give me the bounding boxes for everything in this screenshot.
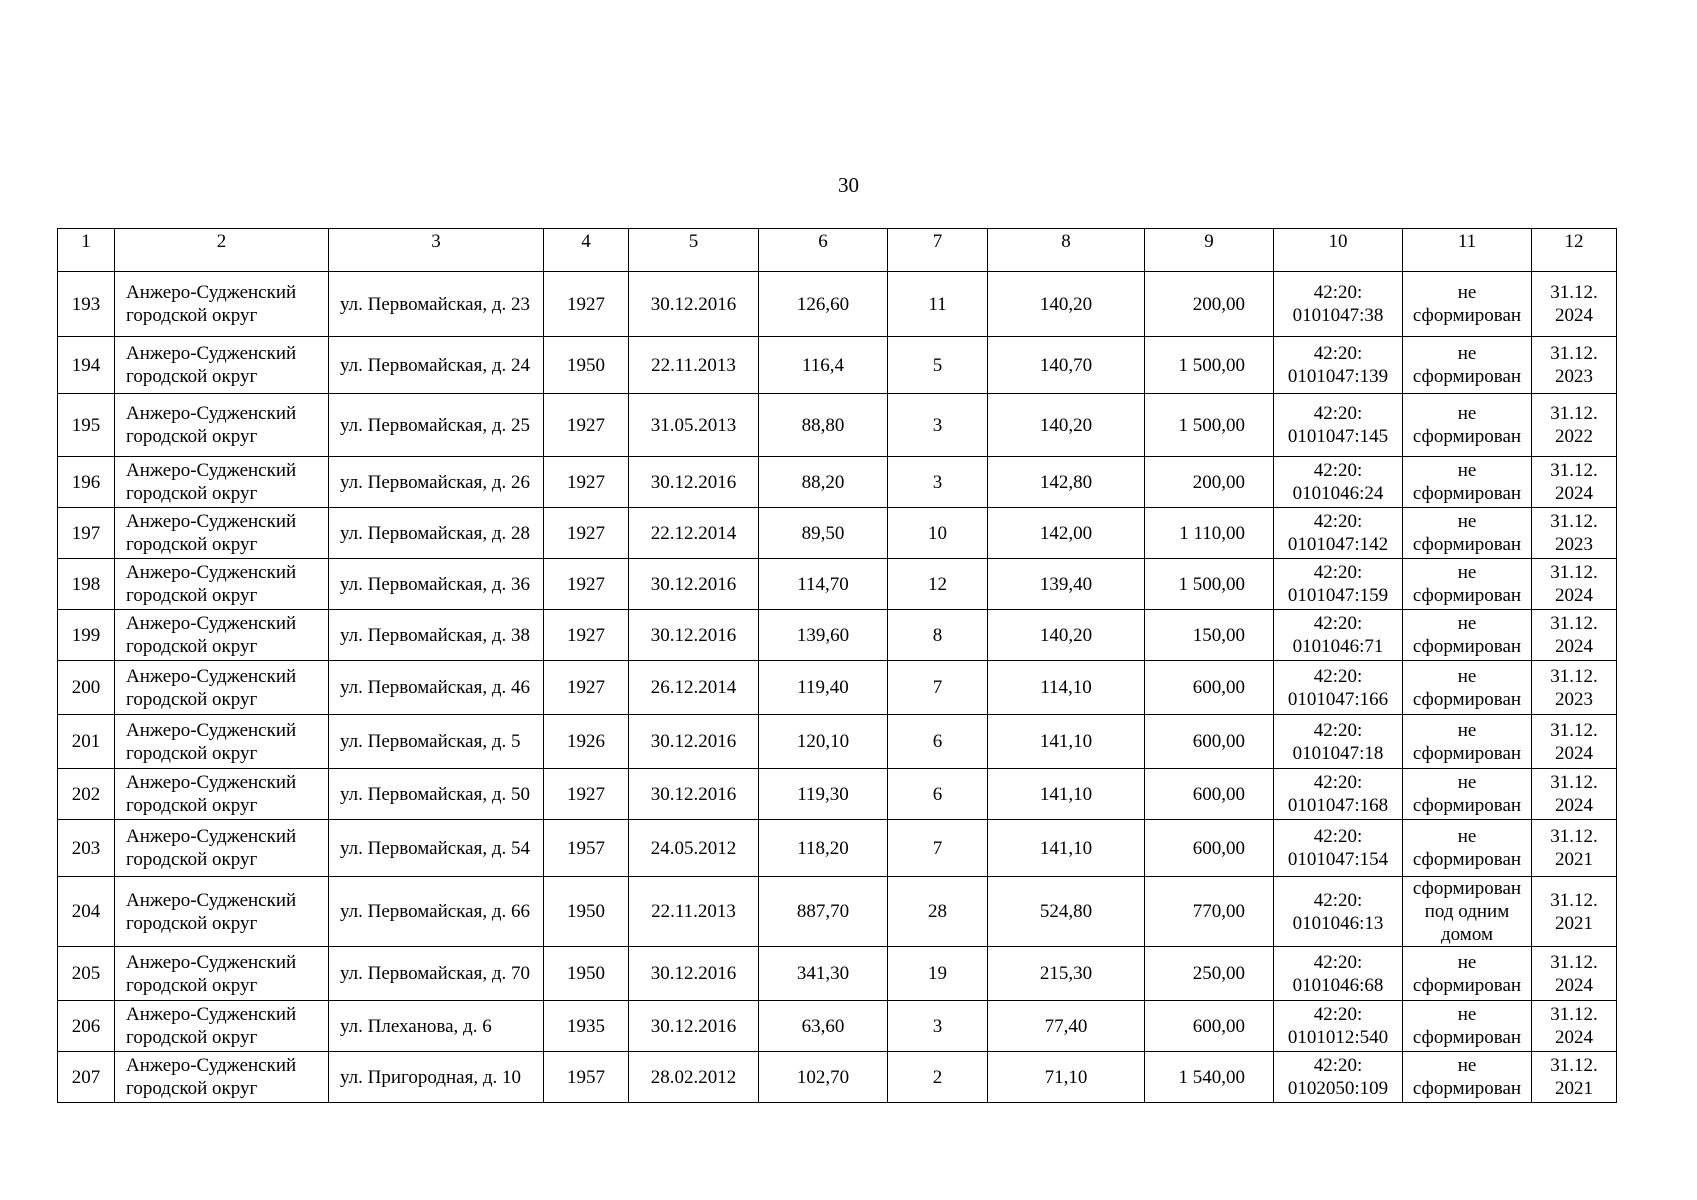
date-cell: 31.05.2013 <box>629 394 759 457</box>
cost-cell: 77,40 <box>988 1001 1145 1052</box>
row-number-cell: 196 <box>58 457 115 508</box>
column-number: 2 <box>115 229 329 272</box>
cadastral-number-cell: 42:20: 0101047:145 <box>1274 394 1403 457</box>
table-row <box>58 715 1617 769</box>
cadastral-number-cell: 42:20: 0101047:168 <box>1274 769 1403 820</box>
area-cell: 120,10 <box>759 715 888 769</box>
municipality-cell: Анжеро-Судженский городской округ <box>115 715 329 769</box>
row-number-cell: 202 <box>58 769 115 820</box>
column-number: 6 <box>759 229 888 272</box>
row-number-cell: 201 <box>58 715 115 769</box>
row-number-cell: 195 <box>58 394 115 457</box>
cost-cell: 139,40 <box>988 559 1145 610</box>
municipality-cell: Анжеро-Судженский городской округ <box>115 769 329 820</box>
area-cell: 114,70 <box>759 559 888 610</box>
land-status-cell: не сформирован <box>1403 947 1532 1001</box>
area-cell: 89,50 <box>759 508 888 559</box>
land-area-cell: 600,00 <box>1145 769 1274 820</box>
deadline-cell: 31.12. 2024 <box>1532 947 1617 1001</box>
area-cell: 118,20 <box>759 820 888 877</box>
land-status-cell: не сформирован <box>1403 272 1532 337</box>
cost-cell: 142,00 <box>988 508 1145 559</box>
cost-cell: 141,10 <box>988 820 1145 877</box>
address-cell: ул. Первомайская, д. 50 <box>329 769 544 820</box>
column-number: 5 <box>629 229 759 272</box>
land-area-cell: 1 500,00 <box>1145 337 1274 394</box>
area-cell: 102,70 <box>759 1052 888 1103</box>
column-number: 7 <box>888 229 988 272</box>
year-built-cell: 1927 <box>544 769 629 820</box>
area-cell: 887,70 <box>759 877 888 947</box>
cost-cell: 142,80 <box>988 457 1145 508</box>
address-cell: ул. Первомайская, д. 23 <box>329 272 544 337</box>
residents-cell: 6 <box>888 769 988 820</box>
residents-cell: 19 <box>888 947 988 1001</box>
cost-cell: 140,20 <box>988 394 1145 457</box>
address-cell: ул. Первомайская, д. 46 <box>329 661 544 715</box>
year-built-cell: 1957 <box>544 820 629 877</box>
land-status-cell: сформирован под одним домом <box>1403 877 1532 947</box>
date-cell: 24.05.2012 <box>629 820 759 877</box>
row-number-cell: 198 <box>58 559 115 610</box>
cost-cell: 140,20 <box>988 272 1145 337</box>
residents-cell: 3 <box>888 457 988 508</box>
date-cell: 30.12.2016 <box>629 715 759 769</box>
residents-cell: 7 <box>888 820 988 877</box>
land-area-cell: 1 540,00 <box>1145 1052 1274 1103</box>
cadastral-number-cell: 42:20: 0101047:166 <box>1274 661 1403 715</box>
municipality-cell: Анжеро-Судженский городской округ <box>115 272 329 337</box>
cost-cell: 140,20 <box>988 610 1145 661</box>
land-status-cell: не сформирован <box>1403 337 1532 394</box>
row-number-cell: 206 <box>58 1001 115 1052</box>
page-number: 30 <box>838 173 859 197</box>
table-row <box>58 337 1617 394</box>
table-row <box>58 559 1617 610</box>
land-status-cell: не сформирован <box>1403 1052 1532 1103</box>
municipality-cell: Анжеро-Судженский городской округ <box>115 457 329 508</box>
column-number: 11 <box>1403 229 1532 272</box>
cadastral-number-cell: 42:20: 0101046:68 <box>1274 947 1403 1001</box>
deadline-cell: 31.12. 2024 <box>1532 769 1617 820</box>
year-built-cell: 1950 <box>544 947 629 1001</box>
deadline-cell: 31.12. 2024 <box>1532 457 1617 508</box>
year-built-cell: 1927 <box>544 559 629 610</box>
cadastral-number-cell: 42:20: 0101047:159 <box>1274 559 1403 610</box>
land-status-cell: не сформирован <box>1403 769 1532 820</box>
row-number-cell: 199 <box>58 610 115 661</box>
cadastral-number-cell: 42:20: 0101046:71 <box>1274 610 1403 661</box>
date-cell: 30.12.2016 <box>629 610 759 661</box>
land-status-cell: не сформирован <box>1403 661 1532 715</box>
land-area-cell: 770,00 <box>1145 877 1274 947</box>
land-area-cell: 200,00 <box>1145 457 1274 508</box>
cadastral-number-cell: 42:20: 0101047:38 <box>1274 272 1403 337</box>
year-built-cell: 1927 <box>544 661 629 715</box>
table-row <box>58 661 1617 715</box>
address-cell: ул. Первомайская, д. 66 <box>329 877 544 947</box>
row-number-cell: 200 <box>58 661 115 715</box>
cost-cell: 71,10 <box>988 1052 1145 1103</box>
cost-cell: 141,10 <box>988 769 1145 820</box>
table-row <box>58 457 1617 508</box>
cadastral-number-cell: 42:20: 0101046:24 <box>1274 457 1403 508</box>
land-area-cell: 600,00 <box>1145 715 1274 769</box>
row-number-cell: 204 <box>58 877 115 947</box>
year-built-cell: 1927 <box>544 610 629 661</box>
area-cell: 88,80 <box>759 394 888 457</box>
cadastral-number-cell: 42:20: 0102050:109 <box>1274 1052 1403 1103</box>
date-cell: 30.12.2016 <box>629 559 759 610</box>
year-built-cell: 1926 <box>544 715 629 769</box>
year-built-cell: 1927 <box>544 272 629 337</box>
area-cell: 63,60 <box>759 1001 888 1052</box>
table-row <box>58 610 1617 661</box>
residents-cell: 10 <box>888 508 988 559</box>
land-status-cell: не сформирован <box>1403 508 1532 559</box>
land-area-cell: 1 110,00 <box>1145 508 1274 559</box>
row-number-cell: 193 <box>58 272 115 337</box>
date-cell: 30.12.2016 <box>629 457 759 508</box>
residents-cell: 28 <box>888 877 988 947</box>
municipality-cell: Анжеро-Судженский городской округ <box>115 947 329 1001</box>
column-number: 12 <box>1532 229 1617 272</box>
row-number-cell: 205 <box>58 947 115 1001</box>
deadline-cell: 31.12. 2024 <box>1532 1001 1617 1052</box>
table-row <box>58 820 1617 877</box>
column-number: 1 <box>58 229 115 272</box>
row-number-cell: 203 <box>58 820 115 877</box>
address-cell: ул. Первомайская, д. 70 <box>329 947 544 1001</box>
date-cell: 30.12.2016 <box>629 1001 759 1052</box>
area-cell: 119,40 <box>759 661 888 715</box>
year-built-cell: 1950 <box>544 337 629 394</box>
land-area-cell: 600,00 <box>1145 820 1274 877</box>
land-area-cell: 250,00 <box>1145 947 1274 1001</box>
land-status-cell: не сформирован <box>1403 394 1532 457</box>
date-cell: 22.11.2013 <box>629 877 759 947</box>
area-cell: 116,4 <box>759 337 888 394</box>
deadline-cell: 31.12. 2024 <box>1532 715 1617 769</box>
land-area-cell: 600,00 <box>1145 1001 1274 1052</box>
residents-cell: 11 <box>888 272 988 337</box>
municipality-cell: Анжеро-Судженский городской округ <box>115 394 329 457</box>
municipality-cell: Анжеро-Судженский городской округ <box>115 508 329 559</box>
land-status-cell: не сформирован <box>1403 1001 1532 1052</box>
municipality-cell: Анжеро-Судженский городской округ <box>115 1001 329 1052</box>
column-number: 10 <box>1274 229 1403 272</box>
deadline-cell: 31.12. 2023 <box>1532 337 1617 394</box>
date-cell: 22.11.2013 <box>629 337 759 394</box>
municipality-cell: Анжеро-Судженский городской округ <box>115 337 329 394</box>
address-cell: ул. Первомайская, д. 25 <box>329 394 544 457</box>
residents-cell: 5 <box>888 337 988 394</box>
area-cell: 88,20 <box>759 457 888 508</box>
residents-cell: 12 <box>888 559 988 610</box>
address-cell: ул. Первомайская, д. 24 <box>329 337 544 394</box>
address-cell: ул. Первомайская, д. 26 <box>329 457 544 508</box>
deadline-cell: 31.12. 2024 <box>1532 610 1617 661</box>
land-status-cell: не сформирован <box>1403 610 1532 661</box>
row-number-cell: 207 <box>58 1052 115 1103</box>
date-cell: 28.02.2012 <box>629 1052 759 1103</box>
table-row <box>58 508 1617 559</box>
municipality-cell: Анжеро-Судженский городской округ <box>115 610 329 661</box>
address-cell: ул. Плеханова, д. 6 <box>329 1001 544 1052</box>
deadline-cell: 31.12. 2021 <box>1532 877 1617 947</box>
cost-cell: 141,10 <box>988 715 1145 769</box>
land-area-cell: 600,00 <box>1145 661 1274 715</box>
area-cell: 139,60 <box>759 610 888 661</box>
table-row <box>58 877 1617 947</box>
year-built-cell: 1935 <box>544 1001 629 1052</box>
cost-cell: 140,70 <box>988 337 1145 394</box>
deadline-cell: 31.12. 2023 <box>1532 508 1617 559</box>
cadastral-number-cell: 42:20: 0101012:540 <box>1274 1001 1403 1052</box>
municipality-cell: Анжеро-Судженский городской округ <box>115 661 329 715</box>
date-cell: 30.12.2016 <box>629 769 759 820</box>
date-cell: 26.12.2014 <box>629 661 759 715</box>
date-cell: 30.12.2016 <box>629 947 759 1001</box>
table-row <box>58 394 1617 457</box>
year-built-cell: 1950 <box>544 877 629 947</box>
deadline-cell: 31.12. 2022 <box>1532 394 1617 457</box>
residents-cell: 6 <box>888 715 988 769</box>
municipality-cell: Анжеро-Судженский городской округ <box>115 820 329 877</box>
area-cell: 341,30 <box>759 947 888 1001</box>
land-status-cell: не сформирован <box>1403 559 1532 610</box>
year-built-cell: 1957 <box>544 1052 629 1103</box>
land-area-cell: 1 500,00 <box>1145 394 1274 457</box>
area-cell: 119,30 <box>759 769 888 820</box>
deadline-cell: 31.12. 2024 <box>1532 559 1617 610</box>
column-number: 4 <box>544 229 629 272</box>
address-cell: ул. Первомайская, д. 38 <box>329 610 544 661</box>
address-cell: ул. Первомайская, д. 28 <box>329 508 544 559</box>
cost-cell: 114,10 <box>988 661 1145 715</box>
cadastral-number-cell: 42:20: 0101047:154 <box>1274 820 1403 877</box>
cadastral-number-cell: 42:20: 0101046:13 <box>1274 877 1403 947</box>
address-cell: ул. Пригородная, д. 10 <box>329 1052 544 1103</box>
deadline-cell: 31.12. 2024 <box>1532 272 1617 337</box>
residents-cell: 7 <box>888 661 988 715</box>
deadline-cell: 31.12. 2023 <box>1532 661 1617 715</box>
land-status-cell: не сформирован <box>1403 820 1532 877</box>
cost-cell: 524,80 <box>988 877 1145 947</box>
area-cell: 126,60 <box>759 272 888 337</box>
table-row <box>58 272 1617 337</box>
municipality-cell: Анжеро-Судженский городской округ <box>115 559 329 610</box>
land-area-cell: 150,00 <box>1145 610 1274 661</box>
table-row <box>58 1001 1617 1052</box>
column-number: 3 <box>329 229 544 272</box>
column-number-row <box>58 229 1617 272</box>
row-number-cell: 197 <box>58 508 115 559</box>
residents-cell: 8 <box>888 610 988 661</box>
table-row <box>58 769 1617 820</box>
residents-cell: 2 <box>888 1052 988 1103</box>
residents-cell: 3 <box>888 1001 988 1052</box>
date-cell: 30.12.2016 <box>629 272 759 337</box>
address-cell: ул. Первомайская, д. 54 <box>329 820 544 877</box>
cadastral-number-cell: 42:20: 0101047:18 <box>1274 715 1403 769</box>
address-cell: ул. Первомайская, д. 5 <box>329 715 544 769</box>
column-number: 9 <box>1145 229 1274 272</box>
land-area-cell: 1 500,00 <box>1145 559 1274 610</box>
housing-registry-table <box>57 228 1617 1103</box>
row-number-cell: 194 <box>58 337 115 394</box>
land-status-cell: не сформирован <box>1403 715 1532 769</box>
year-built-cell: 1927 <box>544 508 629 559</box>
deadline-cell: 31.12. 2021 <box>1532 820 1617 877</box>
cadastral-number-cell: 42:20: 0101047:142 <box>1274 508 1403 559</box>
date-cell: 22.12.2014 <box>629 508 759 559</box>
cost-cell: 215,30 <box>988 947 1145 1001</box>
table-row <box>58 947 1617 1001</box>
table-row <box>58 1052 1617 1103</box>
year-built-cell: 1927 <box>544 457 629 508</box>
deadline-cell: 31.12. 2021 <box>1532 1052 1617 1103</box>
address-cell: ул. Первомайская, д. 36 <box>329 559 544 610</box>
land-status-cell: не сформирован <box>1403 457 1532 508</box>
municipality-cell: Анжеро-Судженский городской округ <box>115 1052 329 1103</box>
year-built-cell: 1927 <box>544 394 629 457</box>
cadastral-number-cell: 42:20: 0101047:139 <box>1274 337 1403 394</box>
municipality-cell: Анжеро-Судженский городской округ <box>115 877 329 947</box>
residents-cell: 3 <box>888 394 988 457</box>
column-number: 8 <box>988 229 1145 272</box>
land-area-cell: 200,00 <box>1145 272 1274 337</box>
